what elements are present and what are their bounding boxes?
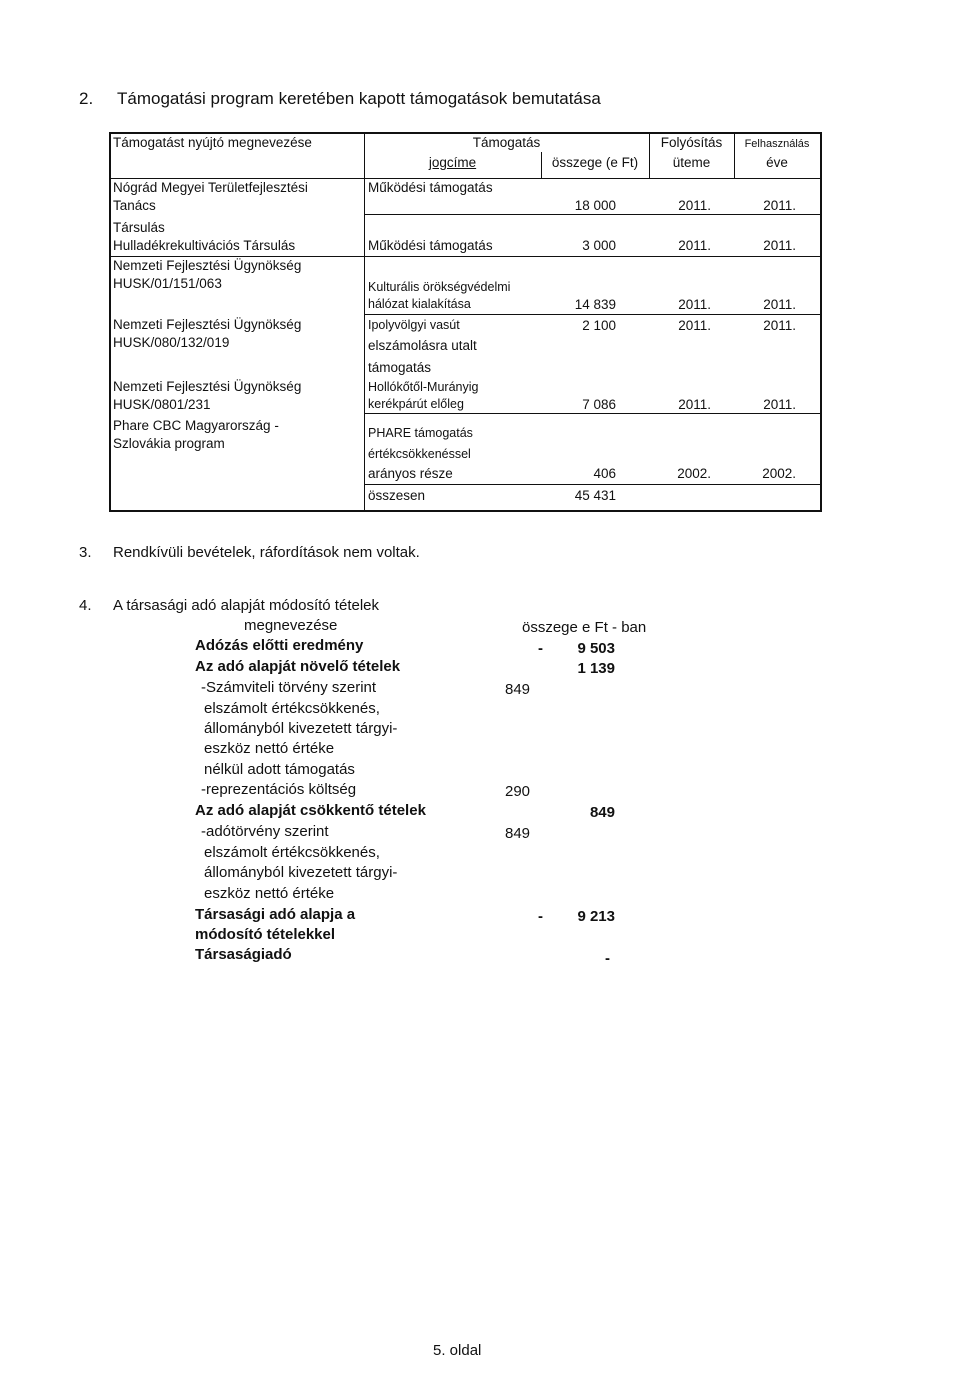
tax-row-sub: 290 xyxy=(505,783,531,800)
tax-row-label: -reprezentációs költség xyxy=(201,781,357,798)
total-value: 45 431 xyxy=(574,488,616,503)
row-title-2: kerékpárút előleg xyxy=(368,397,464,411)
row-provider-2: HUSK/080/132/019 xyxy=(113,335,230,350)
row-provider-2: HUSK/0801/231 xyxy=(113,397,211,412)
tax-row-label: elszámolt értékcsökkenés, xyxy=(204,844,380,861)
tax-row-label: Az adó alapját növelő tételek xyxy=(195,658,401,675)
tax-row-label: Adózás előtti eredmény xyxy=(195,637,364,654)
section-4-title: A társasági adó alapját módosító tételek xyxy=(113,597,380,614)
tax-row-sub: 849 xyxy=(505,825,531,842)
tax-row-label: elszámolt értékcsökkenés, xyxy=(204,700,380,717)
tax-row-label: eszköz nettó értéke xyxy=(204,740,335,757)
section-2-title: Támogatási program keretében kapott támogatások bemutatása xyxy=(117,89,601,108)
row-title-3: arányos része xyxy=(368,466,453,481)
col-name-header: megnevezése xyxy=(244,617,338,634)
row-usage: 2011. xyxy=(763,318,796,333)
tax-row-label: Az adó alapját csökkentő tételek xyxy=(195,802,426,819)
row-usage: 2002. xyxy=(762,466,796,481)
row-title: Működési támogatás xyxy=(368,180,493,195)
row-provider-2: Szlovákia program xyxy=(113,436,225,451)
tax-row-label: állományból kivezetett tárgyi- xyxy=(204,720,398,737)
tax-row-total: 9 503 xyxy=(577,640,615,657)
tax-row-label: -Számviteli törvény szerint xyxy=(201,679,377,696)
row-title-3: támogatás xyxy=(368,360,432,375)
page-number: 5. oldal xyxy=(433,1342,482,1359)
row-schedule: 2011. xyxy=(678,318,711,333)
row-title: Hollókőtől-Murányig xyxy=(368,380,479,394)
header-provider: Támogatást nyújtó megnevezése xyxy=(113,135,312,150)
row-usage: 2011. xyxy=(763,297,796,312)
tax-row-total: 9 213 xyxy=(577,908,615,925)
tax-row-total: 849 xyxy=(589,804,615,821)
row-amount: 18 000 xyxy=(574,198,616,213)
header-usage-2: éve xyxy=(766,155,788,170)
tax-row-label: nélkül adott támogatás xyxy=(204,761,355,778)
row-provider-2: Tanács xyxy=(113,198,156,213)
tax-row-sign: - xyxy=(605,950,610,967)
row-amount: 14 839 xyxy=(574,297,616,312)
row-amount: 3 000 xyxy=(582,238,616,253)
row-provider: Nemzeti Fejlesztési Ügynökség xyxy=(113,379,302,394)
row-title: Ipolyvölgyi vasút xyxy=(368,318,460,332)
row-schedule: 2002. xyxy=(677,466,711,481)
section-2-number: 2. xyxy=(79,89,94,108)
tax-row-total: 1 139 xyxy=(577,660,615,677)
section-4-number: 4. xyxy=(79,597,92,614)
header-amount: összege (e Ft) xyxy=(551,155,639,170)
tax-row-label: módosító tételekkel xyxy=(195,926,336,943)
row-amount: 7 086 xyxy=(582,397,616,412)
row-amount: 406 xyxy=(593,466,616,481)
row-title-2: értékcsökkenéssel xyxy=(368,447,471,461)
row-provider: Nemzeti Fejlesztési Ügynökség xyxy=(113,317,302,332)
row-usage: 2011. xyxy=(763,397,796,412)
header-schedule: Folyósítás xyxy=(660,135,723,150)
row-title: Működési támogatás xyxy=(368,238,493,253)
tax-row-label: Társasági adó alapja a xyxy=(195,906,356,923)
row-usage: 2011. xyxy=(763,198,796,213)
row-title-2: elszámolásra utalt xyxy=(368,338,477,353)
row-provider: Nógrád Megyei Területfejlesztési xyxy=(113,180,308,195)
row-schedule: 2011. xyxy=(678,397,711,412)
header-schedule-2: üteme xyxy=(672,155,711,170)
tax-row-label: eszköz nettó értéke xyxy=(204,885,335,902)
tax-row-label: állományból kivezetett tárgyi- xyxy=(204,864,398,881)
tax-row-sub: 849 xyxy=(505,681,531,698)
row-title-2: hálózat kialakítása xyxy=(368,297,471,311)
row-provider-2: HUSK/01/151/063 xyxy=(113,276,222,291)
total-label: összesen xyxy=(368,488,426,503)
section-3-number: 3. xyxy=(79,544,92,561)
tax-row-sign: - xyxy=(538,640,543,657)
row-amount: 2 100 xyxy=(582,318,616,333)
tax-row-label: Társaságiadó xyxy=(195,946,292,963)
row-provider: Phare CBC Magyarország - xyxy=(113,418,279,433)
header-support: Támogatás xyxy=(472,135,541,150)
row-schedule: 2011. xyxy=(678,198,711,213)
tax-row-sign: - xyxy=(538,908,543,925)
header-usage: Felhasználás xyxy=(744,138,810,150)
tax-row-label: -adótörvény szerint xyxy=(201,823,329,840)
col-amount-header: összege e Ft - ban xyxy=(522,619,647,636)
row-title: PHARE támogatás xyxy=(368,426,473,440)
row-schedule: 2011. xyxy=(678,297,711,312)
row-title: Kulturális örökségvédelmi xyxy=(368,280,511,294)
row-provider-2: Hulladékrekultivációs Társulás xyxy=(113,238,296,253)
section-3-text: Rendkívüli bevételek, ráfordítások nem voltak. xyxy=(113,544,420,561)
row-provider: Társulás xyxy=(113,220,165,235)
header-title: jogcíme xyxy=(428,155,477,170)
row-usage: 2011. xyxy=(763,238,796,253)
row-provider: Nemzeti Fejlesztési Ügynökség xyxy=(113,258,302,273)
row-schedule: 2011. xyxy=(678,238,711,253)
